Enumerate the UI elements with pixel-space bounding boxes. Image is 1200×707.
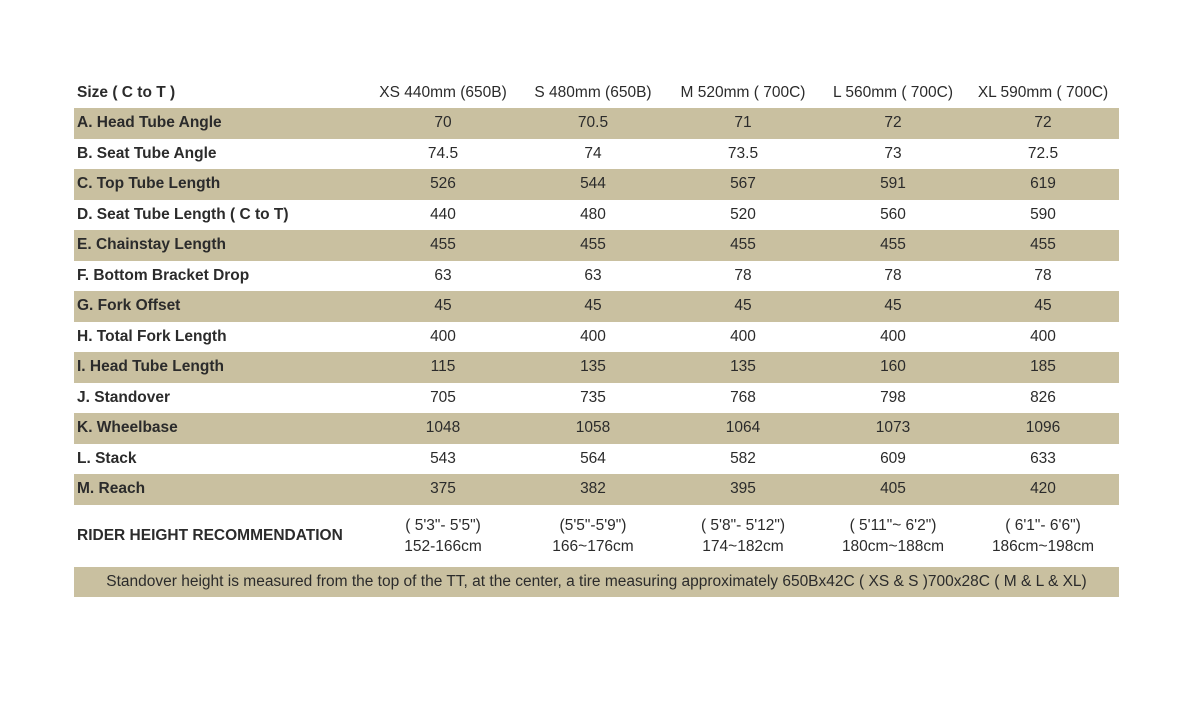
rider-height-m	[668, 515, 818, 557]
rider-height-metric: 174~182cm	[702, 537, 784, 555]
cell-l: 609	[880, 449, 906, 467]
cell-m: 135	[730, 358, 756, 376]
table-header-row	[74, 78, 1119, 108]
cell-xl: 633	[1030, 449, 1056, 467]
rider-height-metric: 180cm~188cm	[841, 537, 945, 555]
cell-xl: 72	[1034, 114, 1052, 132]
cell-m: 567	[730, 175, 756, 193]
cell-s: 45	[584, 297, 602, 315]
cell-l: 1073	[875, 419, 911, 437]
cell-m: 395	[730, 480, 756, 498]
cell-s: 544	[580, 175, 606, 193]
cell-s: 400	[580, 327, 606, 345]
cell-xl: 185	[1030, 358, 1056, 376]
cell-l: 405	[880, 480, 906, 498]
table-row-reach	[74, 474, 1119, 505]
cell-xs: 115	[430, 358, 456, 376]
rider-height-xs	[368, 515, 518, 557]
cell-m: 71	[734, 114, 752, 132]
cell-m: 520	[730, 205, 756, 223]
cell-s: 63	[584, 266, 602, 284]
cell-xl: 619	[1030, 175, 1056, 193]
rider-height-imperial: ( 5'11"~ 6'2")	[849, 516, 937, 534]
cell-xs: 70	[434, 114, 452, 132]
cell-xs: 1048	[425, 419, 461, 437]
cell-s: 480	[580, 205, 606, 223]
rider-height-metric: 166~176cm	[552, 537, 634, 555]
row-label: I. Head Tube Length	[77, 358, 224, 376]
table-row-head-tube-length	[74, 352, 1119, 383]
table-row-chainstay-length	[74, 230, 1119, 261]
size-header-label: Size ( C to T )	[77, 84, 176, 101]
table-row-total-fork-length	[74, 322, 1119, 353]
cell-l: 160	[880, 358, 906, 376]
row-label: J. Standover	[77, 388, 171, 406]
cell-s: 74	[584, 144, 602, 162]
cell-xl: 72.5	[1027, 144, 1059, 162]
cell-xs: 375	[430, 480, 456, 498]
cell-l: 45	[884, 297, 902, 315]
rider-height-metric: 186cm~198cm	[991, 537, 1095, 555]
cell-xs: 63	[434, 266, 452, 284]
cell-m: 78	[734, 266, 752, 284]
row-label: C. Top Tube Length	[77, 175, 221, 193]
cell-xl: 455	[1030, 236, 1056, 254]
row-label: K. Wheelbase	[77, 419, 178, 437]
cell-m: 582	[730, 449, 756, 467]
cell-xl: 826	[1030, 388, 1056, 406]
row-label: G. Fork Offset	[77, 297, 181, 315]
table-row-seat-tube-angle	[74, 139, 1119, 170]
cell-xs: 526	[430, 175, 456, 193]
cell-xs: 400	[430, 327, 456, 345]
cell-xl: 400	[1030, 327, 1056, 345]
rider-height-imperial: (5'5"-5'9")	[559, 516, 627, 534]
row-label: H. Total Fork Length	[77, 327, 227, 345]
cell-xl: 590	[1030, 205, 1056, 223]
table-row-fork-offset	[74, 291, 1119, 322]
cell-s: 135	[580, 358, 606, 376]
table-row-head-tube-angle	[74, 108, 1119, 139]
rider-height-imperial: ( 5'3"- 5'5")	[405, 516, 481, 534]
cell-l: 73	[884, 144, 902, 162]
table-row-top-tube-length	[74, 169, 1119, 200]
cell-xl: 1096	[1025, 419, 1061, 437]
cell-s: 564	[580, 449, 606, 467]
cell-l: 72	[884, 114, 902, 132]
row-label: A. Head Tube Angle	[77, 114, 222, 132]
table-row-bottom-bracket-drop	[74, 261, 1119, 292]
rider-height-l	[818, 515, 968, 557]
cell-xl: 78	[1034, 266, 1052, 284]
cell-xs: 74.5	[427, 144, 459, 162]
standover-note: Standover height is measured from the top of the TT, at the center, a tire measuring approximately 650Bx42C ( XS & S )700x28C ( M & L & XL)	[74, 567, 1119, 597]
cell-m: 400	[730, 327, 756, 345]
cell-m: 1064	[725, 419, 761, 437]
cell-s: 1058	[575, 419, 611, 437]
row-label: E. Chainstay Length	[77, 236, 226, 254]
cell-xs: 705	[430, 388, 456, 406]
rider-height-label: RIDER HEIGHT RECOMMENDATION	[77, 526, 343, 544]
cell-l: 78	[884, 266, 902, 284]
cell-l: 798	[880, 388, 906, 406]
cell-l: 591	[880, 175, 906, 193]
cell-s: 70.5	[577, 114, 609, 132]
cell-xs: 45	[434, 297, 452, 315]
cell-m: 455	[730, 236, 756, 254]
row-label: B. Seat Tube Angle	[77, 144, 217, 162]
cell-m: 768	[730, 388, 756, 406]
cell-m: 45	[734, 297, 752, 315]
cell-l: 400	[880, 327, 906, 345]
cell-l: 560	[880, 205, 906, 223]
rider-height-imperial: ( 6'1"- 6'6")	[1005, 516, 1081, 534]
size-header-xs: XS 440mm (650B)	[379, 84, 507, 101]
cell-xs: 440	[430, 205, 456, 223]
size-header-l: L 560mm ( 700C)	[832, 84, 954, 101]
row-label: F. Bottom Bracket Drop	[77, 266, 250, 284]
row-label: L. Stack	[77, 449, 137, 467]
rider-height-metric: 152-166cm	[404, 537, 482, 555]
rider-height-xl	[968, 515, 1118, 557]
rider-height-imperial: ( 5'8"- 5'12")	[700, 516, 786, 534]
cell-s: 455	[580, 236, 606, 254]
row-label: M. Reach	[77, 480, 146, 498]
table-row-standover	[74, 383, 1119, 414]
cell-m: 73.5	[727, 144, 759, 162]
cell-s: 735	[580, 388, 606, 406]
size-header-xl: XL 590mm ( 700C)	[977, 84, 1109, 101]
size-header-m: M 520mm ( 700C)	[680, 84, 806, 101]
rider-height-row	[74, 505, 1119, 567]
size-header-s: S 480mm (650B)	[534, 84, 652, 101]
cell-xs: 543	[430, 449, 456, 467]
table-row-seat-tube-length	[74, 200, 1119, 231]
cell-xl: 420	[1030, 480, 1056, 498]
table-row-stack	[74, 444, 1119, 475]
table-row-wheelbase	[74, 413, 1119, 444]
rider-height-s	[518, 515, 668, 557]
cell-s: 382	[580, 480, 606, 498]
geometry-table	[74, 78, 1119, 597]
cell-l: 455	[880, 236, 906, 254]
cell-xs: 455	[430, 236, 456, 254]
row-label: D. Seat Tube Length ( C to T)	[77, 205, 289, 223]
cell-xl: 45	[1034, 297, 1052, 315]
